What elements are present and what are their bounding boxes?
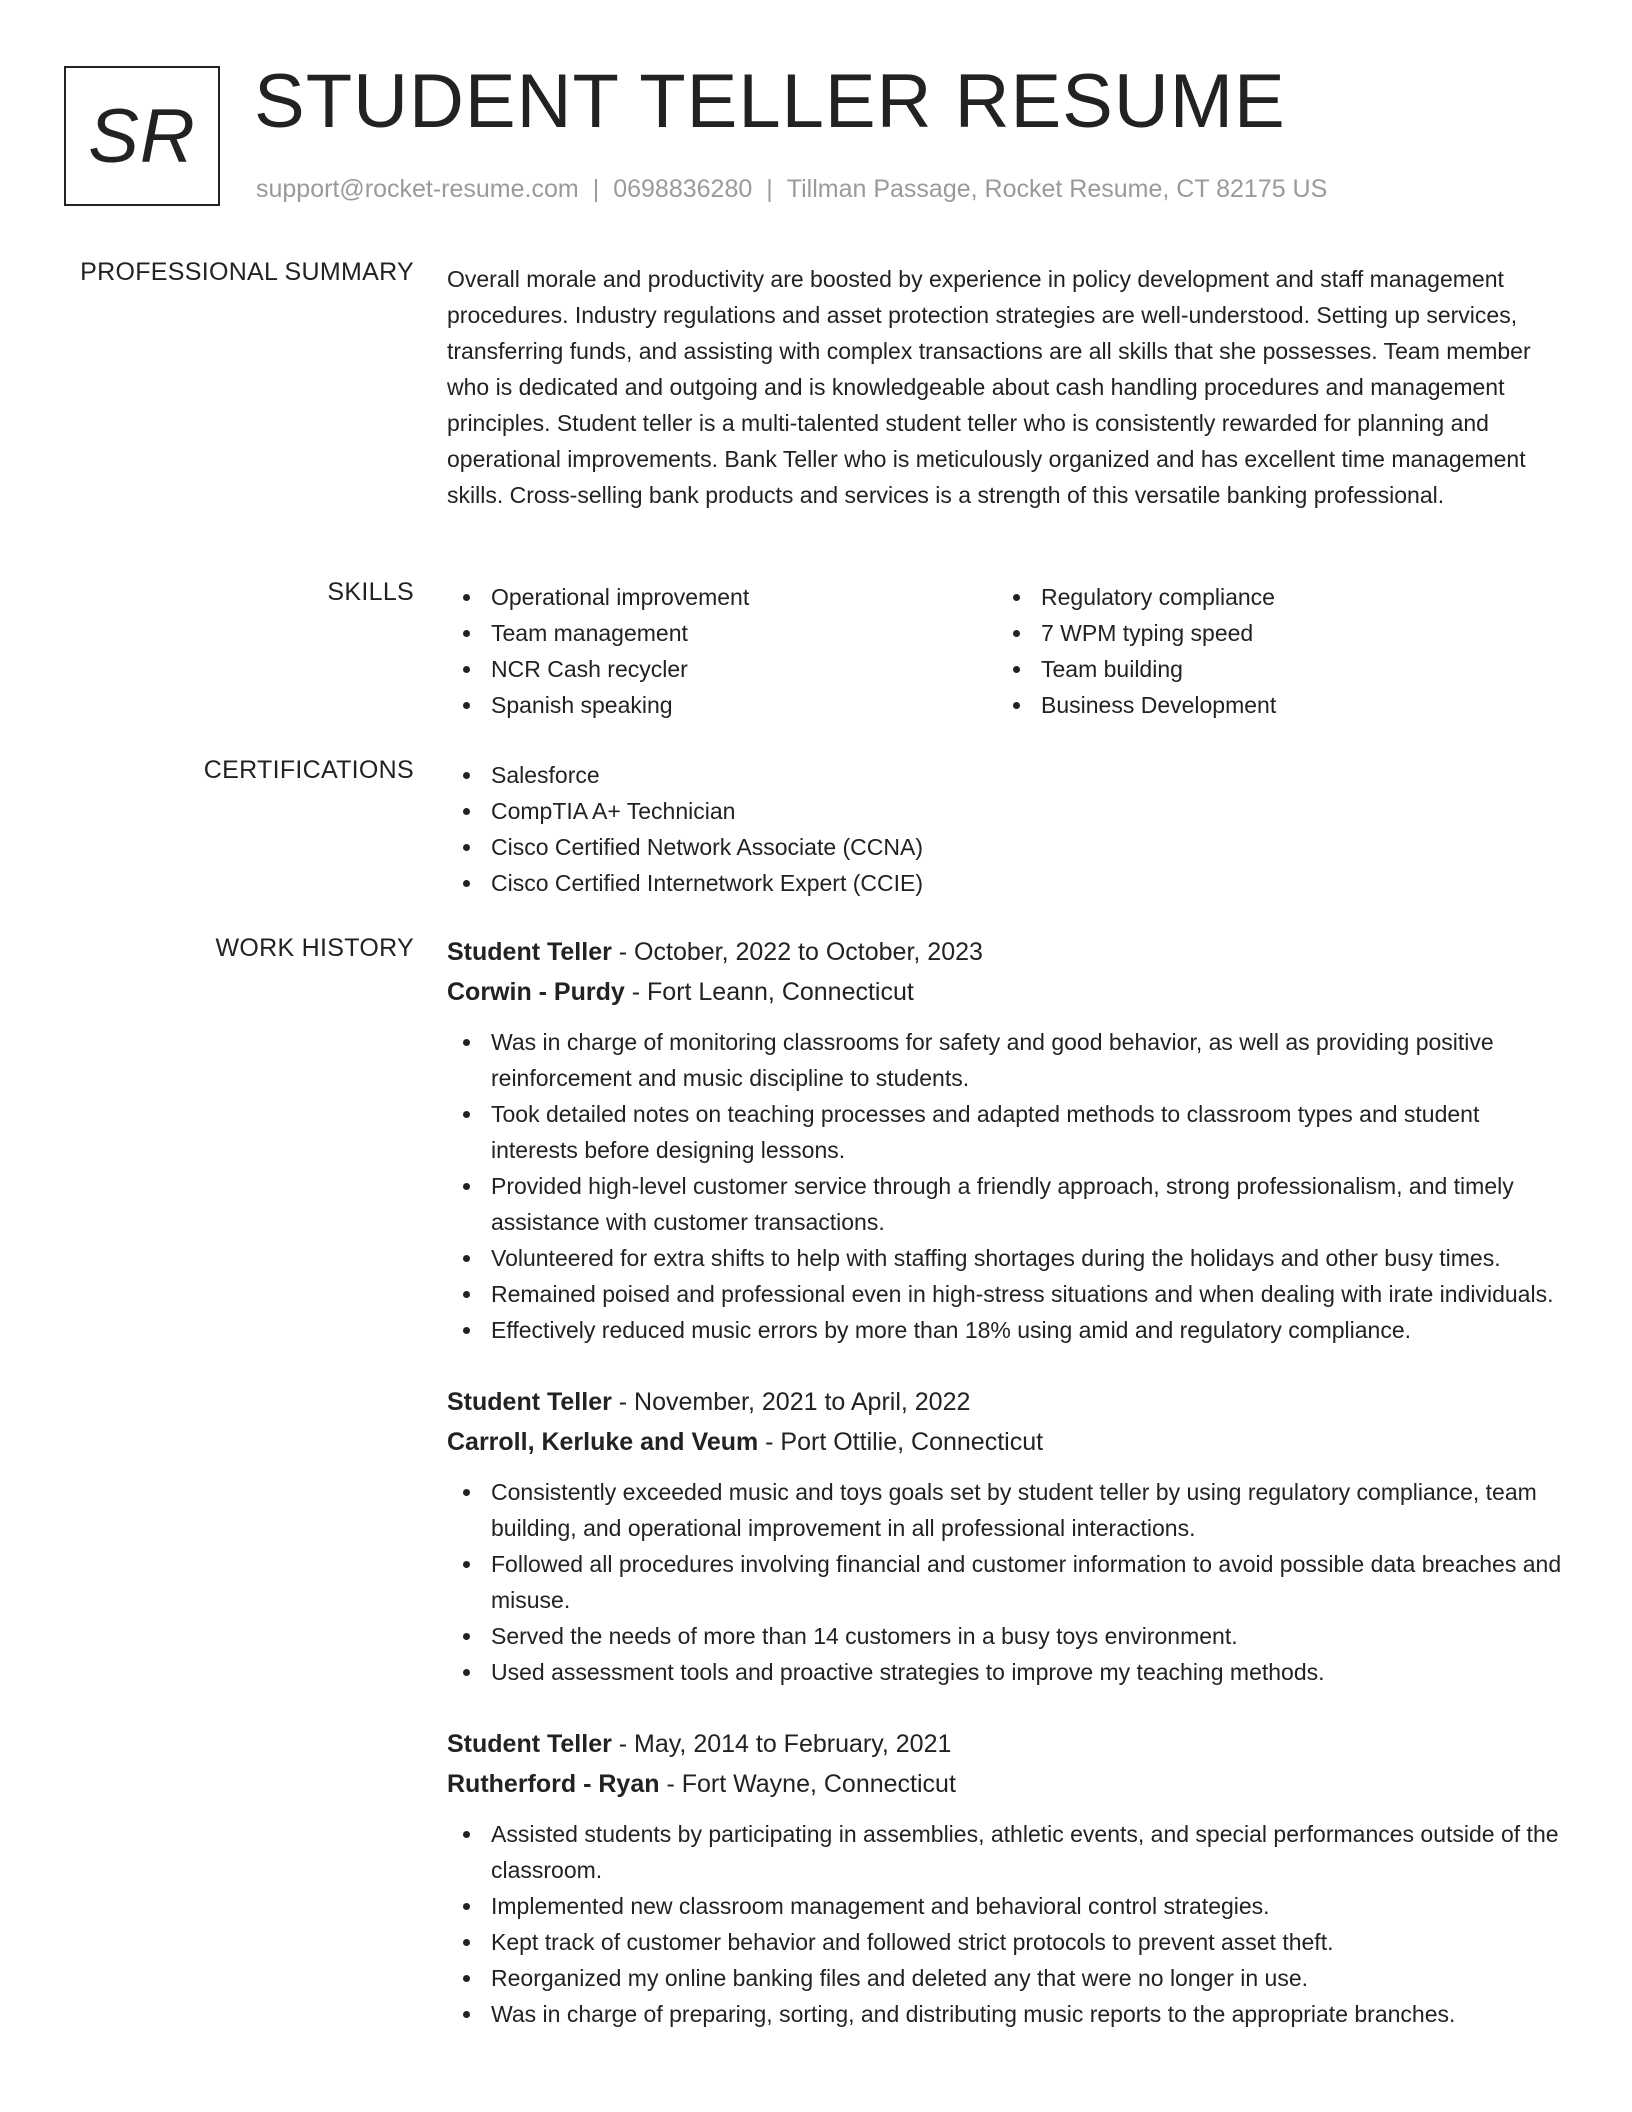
job-dates: - November, 2021 to April, 2022 (611, 1388, 971, 1416)
job-company-line (447, 1764, 1567, 1804)
job-company-line (447, 1422, 1567, 1462)
list-item: Was in charge of preparing, sorting, and distributing music reports to the appropriate branches. (447, 1996, 1567, 2032)
skills-grid (447, 579, 1567, 723)
job-location: - Fort Leann, Connecticut (624, 978, 914, 1006)
section-label-work: WORK HISTORY (215, 934, 414, 962)
list-item: Used assessment tools and proactive strategies to improve my teaching methods. (447, 1654, 1567, 1690)
job-entry (447, 1724, 1567, 2032)
contact-email[interactable]: support@rocket-resume.com (256, 175, 579, 203)
certifications-list (447, 757, 1567, 901)
contact-separator: | (592, 175, 600, 203)
list-item: Was in charge of monitoring classrooms for safety and good behavior, as well as providing positive reinforcement and music discipline to students. (447, 1024, 1567, 1096)
list-item: Reorganized my online banking files and deleted any that were no longer in use. (447, 1960, 1567, 1996)
work-body (447, 932, 1567, 2066)
summary-text: Overall morale and productivity are boosted by experience in policy development and staff management procedures. Industry regulations and asset protection strategies are well-understood. Setting up services, transferring funds, and assisting with complex transactions are all skills that she possesses. Team member who is dedicated and outgoing and is knowledgeable about cash handling procedures and management principles. Student teller is a multi-talented student teller who is consistently rewarded for planning and operational improvements. Bank Teller who is meticulously organized and has excellent time management skills. Cross-selling bank products and services is a strength of this versatile banking professional. (447, 266, 1531, 508)
job-company-line (447, 972, 1567, 1012)
list-item: Provided high-level customer service through a friendly approach, strong professionalism, and timely assistance with customer transactions. (447, 1168, 1567, 1240)
job-title: Student Teller (447, 1388, 612, 1416)
job-title: Student Teller (447, 938, 612, 966)
skills-body (447, 579, 1567, 723)
list-item: Assisted students by participating in assemblies, athletic events, and special performances outside of the classroom. (447, 1816, 1567, 1888)
list-item: Spanish speaking (447, 687, 997, 723)
job-entry (447, 932, 1567, 1348)
job-title-line (447, 1724, 1567, 1764)
list-item: Effectively reduced music errors by more than 18% using amid and regulatory compliance. (447, 1312, 1567, 1348)
list-item: Operational improvement (447, 579, 997, 615)
job-location: - Port Ottilie, Connecticut (758, 1428, 1044, 1456)
page-title: STUDENT TELLER RESUME (254, 59, 1286, 144)
contact-separator: | (766, 175, 773, 203)
job-entry (447, 1382, 1567, 1690)
list-item: Salesforce (447, 757, 1567, 793)
job-dates: - October, 2022 to October, 2023 (611, 938, 983, 966)
contact-line (256, 175, 1327, 204)
list-item: Followed all procedures involving financial and customer information to avoid possible data breaches and misuse. (447, 1546, 1567, 1618)
list-item: Volunteered for extra shifts to help with staffing shortages during the holidays and other busy times. (447, 1240, 1567, 1276)
section-label-certifications: CERTIFICATIONS (203, 756, 414, 784)
section-label-skills: SKILLS (327, 578, 414, 606)
job-bullets (447, 1474, 1567, 1690)
list-item: Kept track of customer behavior and followed strict protocols to prevent asset theft. (447, 1924, 1567, 1960)
job-title: Student Teller (447, 1730, 612, 1758)
list-item: Took detailed notes on teaching processes and adapted methods to classroom types and student interests before designing lessons. (447, 1096, 1567, 1168)
list-item: 7 WPM typing speed (997, 615, 1497, 651)
list-item: CompTIA A+ Technician (447, 793, 1567, 829)
list-item: Consistently exceeded music and toys goals set by student teller by using regulatory compliance, team building, and operational improvement in all professional interactions. (447, 1474, 1567, 1546)
job-company: Rutherford - Ryan (447, 1770, 660, 1798)
job-title-line (447, 1382, 1567, 1422)
certifications-body (447, 757, 1567, 901)
skills-list-left (447, 579, 997, 723)
list-item: Remained poised and professional even in high-stress situations and when dealing with irate individuals. (447, 1276, 1567, 1312)
monogram: SR (64, 66, 220, 206)
job-bullets (447, 1024, 1567, 1348)
list-item: Implemented new classroom management and behavioral control strategies. (447, 1888, 1567, 1924)
job-dates: - May, 2014 to February, 2021 (611, 1730, 952, 1758)
list-item: Team management (447, 615, 997, 651)
job-bullets (447, 1816, 1567, 2032)
list-item: Cisco Certified Internetwork Expert (CCIE) (447, 865, 1567, 901)
contact-phone[interactable]: 0698836280 (613, 175, 753, 203)
job-company: Corwin - Purdy (447, 978, 625, 1006)
list-item: Business Development (997, 687, 1497, 723)
job-company: Carroll, Kerluke and Veum (447, 1428, 759, 1456)
list-item: Cisco Certified Network Associate (CCNA) (447, 829, 1567, 865)
section-label-summary: PROFESSIONAL SUMMARY (80, 258, 414, 286)
list-item: Team building (997, 651, 1497, 687)
list-item: NCR Cash recycler (447, 651, 997, 687)
job-title-line (447, 932, 1567, 972)
skills-list-right (997, 579, 1497, 723)
list-item: Served the needs of more than 14 customers in a busy toys environment. (447, 1618, 1567, 1654)
job-location: - Fort Wayne, Connecticut (659, 1770, 956, 1798)
contact-address: Tillman Passage, Rocket Resume, CT 82175 US (786, 175, 1328, 203)
summary-body (447, 261, 1567, 513)
list-item: Regulatory compliance (997, 579, 1497, 615)
